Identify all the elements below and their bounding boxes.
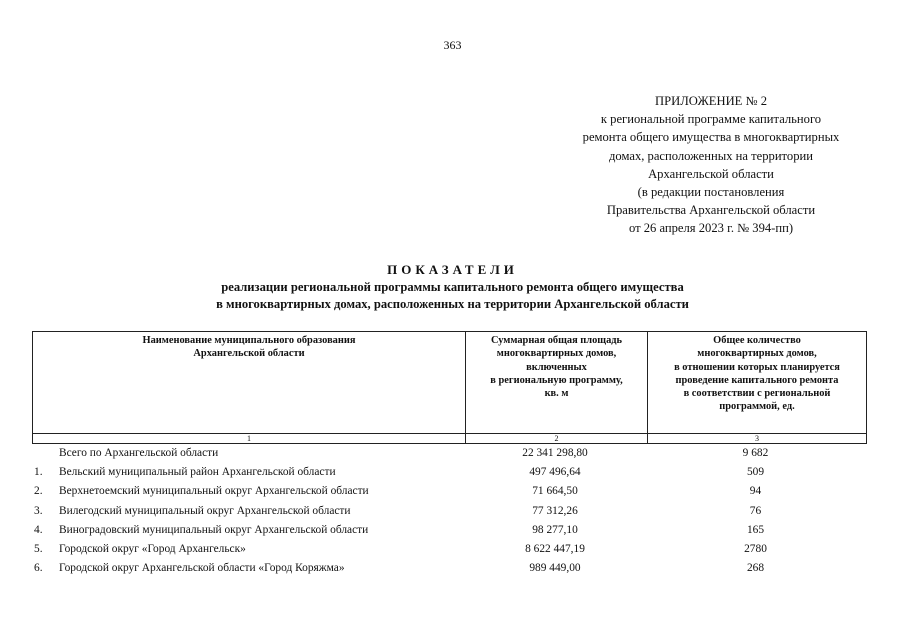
document-heading: ПОКАЗАТЕЛИ — [387, 262, 518, 277]
header-line: Наименование муниципального образования — [142, 335, 356, 346]
table-row — [32, 559, 867, 578]
header-line: проведение капитального ремонта — [675, 374, 839, 386]
column-number: 1 — [247, 434, 251, 443]
row-name: Городской округ Архангельской области «Город Коряжма» — [59, 562, 345, 575]
header-line: включенных — [526, 361, 587, 373]
header-line: Общее количество — [713, 335, 801, 346]
row-name: Городской округ «Город Архангельск» — [59, 542, 246, 555]
table-row — [32, 463, 867, 482]
header-line: многоквартирных домов, — [496, 348, 617, 360]
appendix-line: ремонта общего имущества в многоквартирных — [582, 130, 840, 145]
row-count: 509 — [746, 466, 765, 479]
column-number: 3 — [647, 434, 866, 443]
header-line: в региональную программу, — [490, 374, 623, 386]
row-name: Вилегодский муниципальный округ Архангельской области — [59, 504, 351, 517]
column-number: 2 — [465, 434, 647, 443]
header-line: многоквартирных домов, — [697, 348, 817, 360]
row-count: 2780 — [744, 542, 767, 555]
row-area: 497 496,64 — [529, 466, 581, 479]
table-row — [32, 502, 867, 521]
header-line: кв. м — [544, 388, 569, 400]
appendix-line: Правительства Архангельской области — [606, 203, 816, 218]
row-number: 6. — [34, 562, 43, 575]
appendix-line: ПРИЛОЖЕНИЕ № 2 — [655, 94, 767, 108]
row-number: 3. — [34, 504, 43, 517]
row-name: Верхнетоемский муниципальный округ Архангельской области — [59, 485, 369, 498]
row-area: 22 341 298,80 — [522, 447, 588, 459]
row-count: 165 — [746, 523, 765, 536]
subheading-line: в многоквартирных домах, расположенных на территории Архангельской области — [216, 296, 689, 311]
row-area: 989 449,00 — [529, 562, 581, 575]
header-line: программой, ед. — [719, 401, 795, 413]
appendix-line: к региональной программе капитального — [600, 112, 822, 127]
table-row — [32, 521, 867, 540]
row-area: 71 664,50 — [532, 485, 578, 498]
row-count: 94 — [749, 485, 762, 498]
row-number: 5. — [34, 542, 43, 555]
row-name: Вельский муниципальный район Архангельской области — [59, 466, 336, 479]
row-area: 98 277,10 — [532, 523, 578, 536]
page-number: 363 — [443, 38, 462, 52]
row-area: 77 312,26 — [532, 504, 578, 517]
subheading-line: реализации региональной программы капитального ремонта общего имущества — [221, 280, 684, 294]
column-number-row — [32, 434, 867, 444]
appendix-block — [548, 92, 874, 238]
row-count: 268 — [746, 562, 765, 575]
document-subheading — [0, 279, 905, 312]
row-count: 76 — [749, 504, 762, 517]
header-house-count — [647, 332, 866, 433]
appendix-line: (в редакции постановления — [637, 185, 785, 200]
table-row-total — [32, 444, 867, 463]
indicators-table — [32, 331, 867, 578]
table-header — [32, 331, 867, 434]
appendix-line: от 26 апреля 2023 г. № 394-пп) — [628, 221, 794, 236]
table-row — [32, 540, 867, 559]
row-number: 2. — [34, 485, 43, 498]
header-line: Архангельской области — [193, 348, 305, 360]
row-number: 1. — [34, 466, 43, 479]
table-row — [32, 482, 867, 501]
header-total-area — [465, 332, 647, 433]
header-line: в соответствии с региональной — [683, 388, 831, 400]
appendix-line: Архангельской области — [648, 166, 774, 181]
row-name: Виноградовский муниципальный округ Архангельской области — [59, 523, 369, 536]
header-line: Суммарная общая площадь — [490, 335, 623, 346]
header-line: в отношении которых планируется — [674, 361, 840, 373]
row-number: 4. — [34, 523, 43, 536]
row-area: 8 622 447,19 — [525, 542, 585, 555]
appendix-line: домах, расположенных на территории — [609, 148, 813, 163]
header-municipality — [33, 332, 465, 433]
row-name: Всего по Архангельской области — [59, 447, 219, 459]
row-count: 9 682 — [742, 447, 769, 459]
